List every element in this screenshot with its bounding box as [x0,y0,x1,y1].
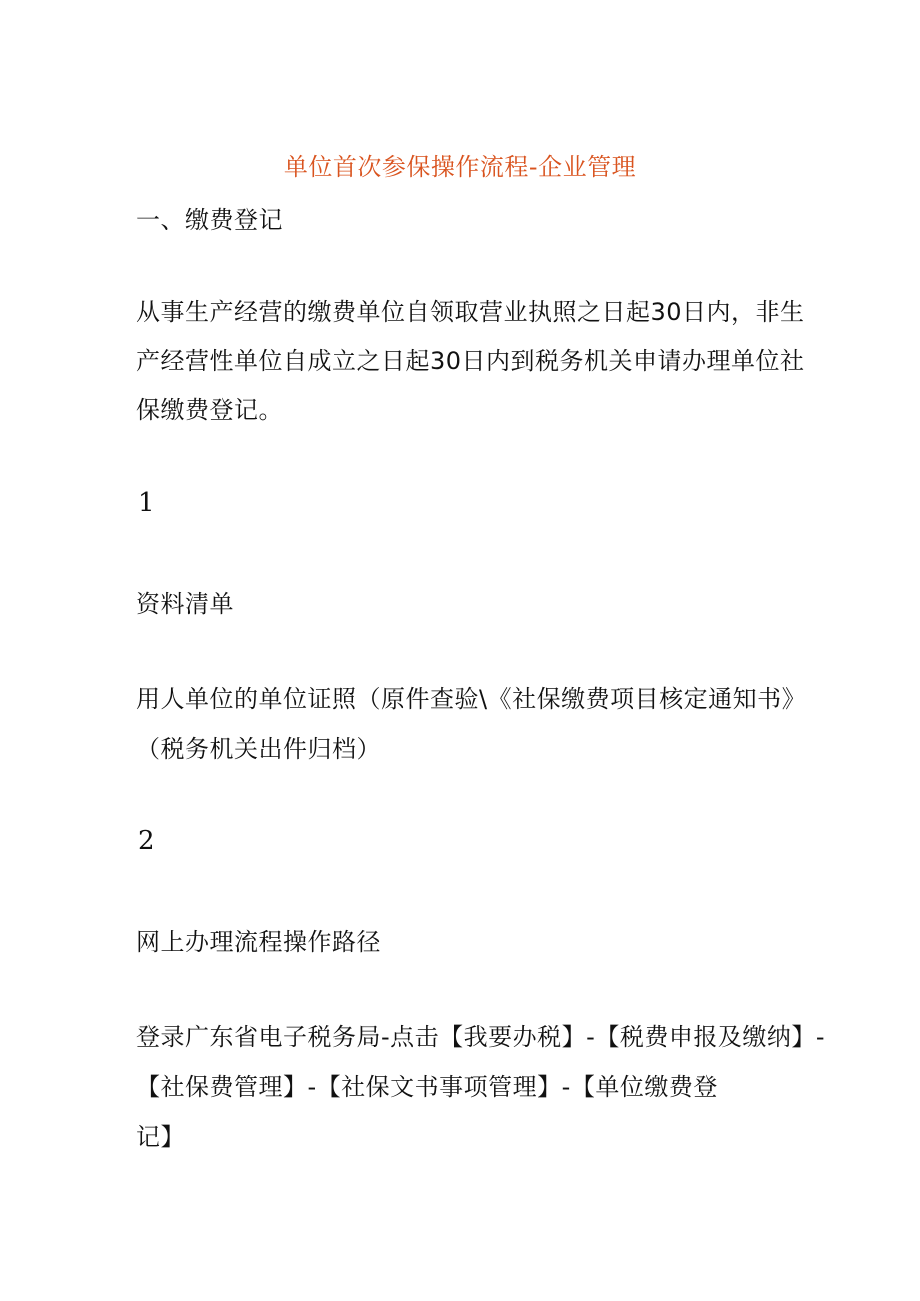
online-path-line: 【社保费管理】-【社保文书事项管理】-【单位缴费登 [136,1073,718,1101]
online-path-paragraph [136,1012,825,1162]
step-label-online-path: 网上办理流程操作路径 [136,928,381,956]
step-number-2: 2 [138,826,155,856]
intro-line: 保缴费登记。 [136,396,283,424]
online-path-line: 登录广东省电子税务局-点击【我要办税】-【税费申报及缴纳】- [136,1023,825,1051]
online-path-line: 记】 [136,1123,185,1151]
document-title: 单位首次参保操作流程-企业管理 [283,153,637,181]
intro-paragraph [136,288,805,435]
materials-line: （税务机关出件归档） [136,735,381,763]
step-number-1: 1 [138,488,155,518]
materials-line: 用人单位的单位证照（原件查验\《社保缴费项目核定通知书》 [136,685,807,713]
step-label-materials: 资料清单 [136,590,234,618]
materials-paragraph [136,674,807,774]
intro-line: 从事生产经营的缴费单位自领取营业执照之日起30日内，非生 [136,298,805,326]
section-heading: 一、缴费登记 [136,206,283,234]
intro-line: 产经营性单位自成立之日起30日内到税务机关申请办理单位社 [136,347,805,375]
